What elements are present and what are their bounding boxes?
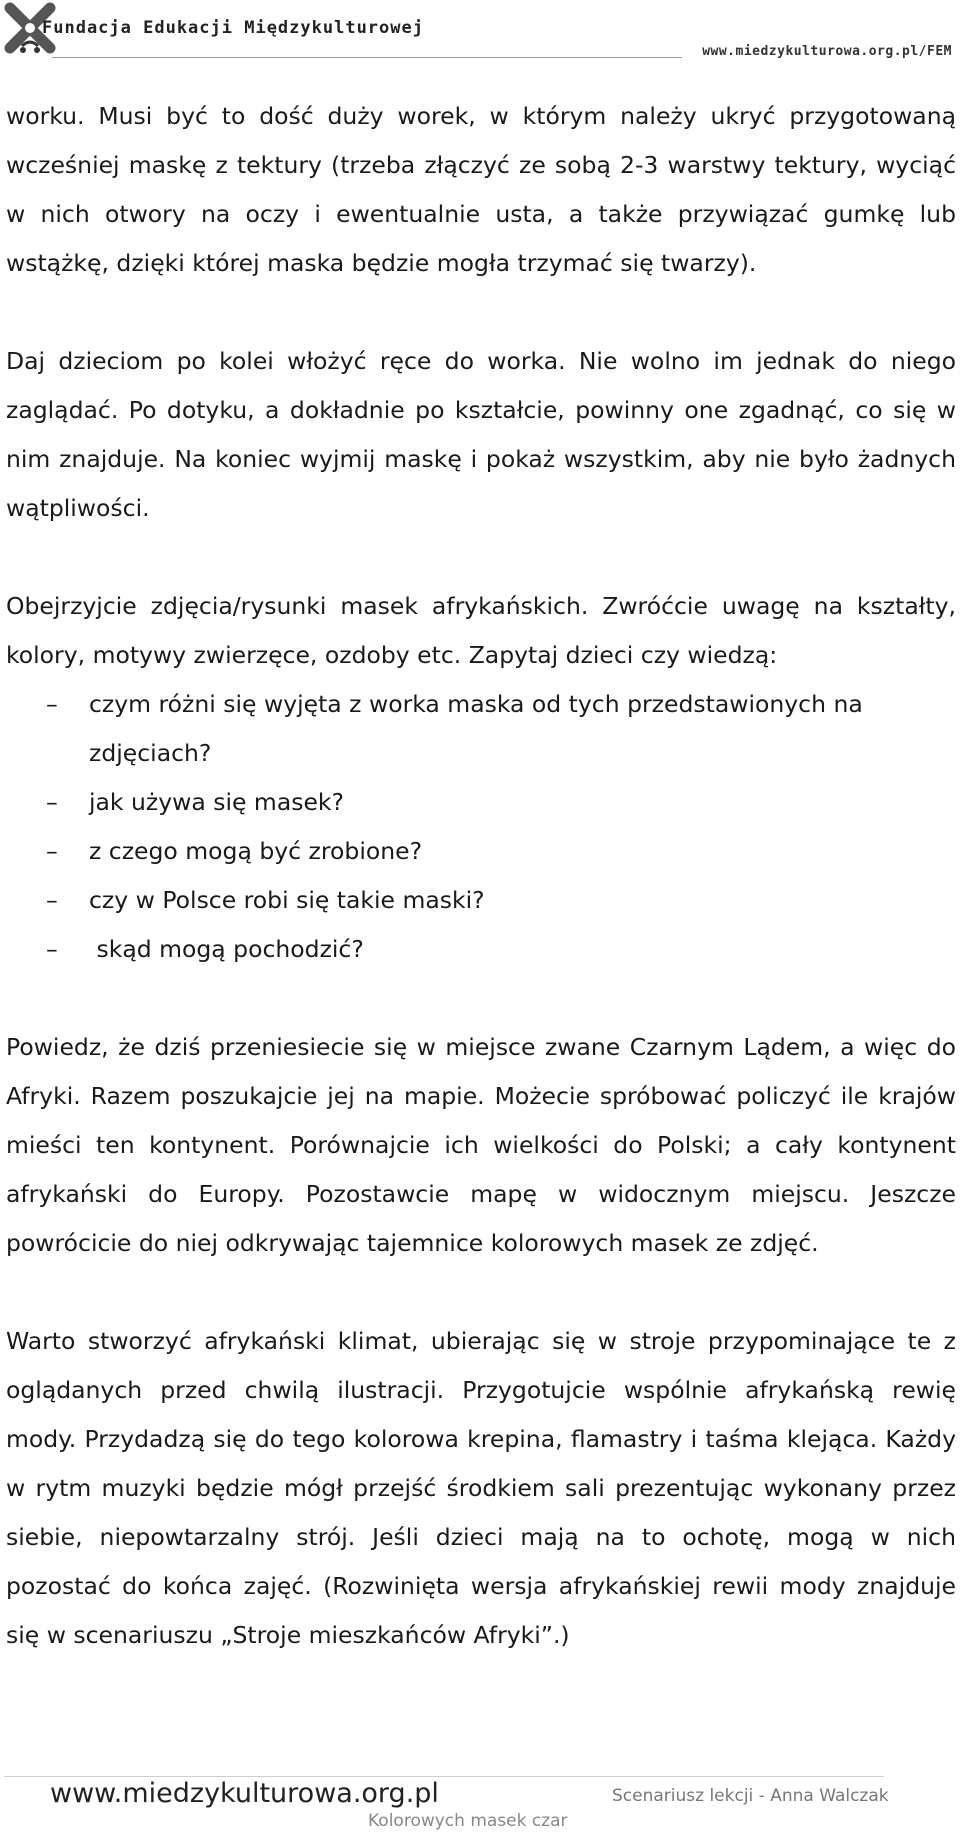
document-body (6, 92, 956, 1660)
footer-author: Scenariusz lekcji - Anna Walczak (612, 1786, 889, 1806)
list-item (6, 680, 956, 778)
list-item-text: czy w Polsce robi się takie maski? (89, 886, 485, 914)
organization-name: Fundacja Edukacji Międzykulturowej (42, 18, 424, 38)
dash-bullet: – (46, 886, 58, 914)
list-item-text: czym różni się wyjęta z worka maska od tych przedstawionych na (89, 690, 863, 718)
paragraph-look-at-masks: Obejrzyjcie zdjęcia/rysunki masek afrykańskich. Zwróćcie uwagę na kształty, kolory, motywy zwierzęce, ozdoby etc. Zapytaj dzieci czy wiedzą: (6, 592, 956, 669)
list-item (6, 876, 956, 925)
list-item-text-continued: zdjęciach? (89, 739, 212, 767)
paragraph-touch-game: Daj dzieciom po kolei włożyć ręce do worka. Nie wolno im jednak do niego zaglądać. Po dotyku, a dokładnie po kształcie, powinny one zgadnąć, co się w nim znajduje. Na koniec wyjmij maskę i pokaż wszystkim, aby nie było żadnych wątpliwości. (6, 347, 956, 522)
list-item (6, 827, 956, 876)
header-url: www.miedzykulturowa.org.pl/FEM (702, 44, 952, 59)
header-divider (52, 57, 682, 58)
paragraph-africa-map: Powiedz, że dziś przeniesiecie się w miejsce zwane Czarnym Lądem, a więc do Afryki. Razem poszukajcie jej na mapie. Możecie spróbować policzyć ile krajów mieści ten kontynent. Porównajcie ich wielkości do Polski; a cały kontynent afrykański do Europy. Pozostawcie mapę w widocznym miejscu. Jeszcze powrócicie do niej odkrywając tajemnice kolorowych masek ze zdjęć. (6, 1033, 956, 1257)
question-list (6, 680, 956, 974)
page-header (0, 0, 960, 64)
list-item (6, 925, 956, 974)
paragraph-fashion-show: Warto stworzyć afrykański klimat, ubierając się w stroje przypominające te z oglądanych przed chwilą ilustracji. Przygotujcie wspólnie afrykańską rewię mody. Przydadzą się do tego kolorowa krepina, flamastry i taśma klejąca. Każdy w rytm muzyki będzie mógł przejść środkiem sali prezentując wykonany przez siebie, niepowtarzalny strój. Jeśli dzieci mają na to ochotę, mogą w nich pozostać do końca zajęć. (Rozwinięta wersja afrykańskiej rewii mody znajduje się w scenariuszu „Stroje mieszkańców Afryki”.) (6, 1327, 956, 1649)
list-item-text: skąd mogą pochodzić? (89, 935, 364, 963)
footer-url: www.miedzykulturowa.org.pl (50, 1778, 439, 1809)
list-item-text: jak używa się masek? (89, 788, 345, 816)
paragraph-mask-bag: worku. Musi być to dość duży worek, w którym należy ukryć przygotowaną wcześniej maskę z tektury (trzeba złączyć ze sobą 2-3 warstwy tektury, wyciąć w nich otwory na oczy i ewentualnie usta, a także przywiązać gumkę lub wstążkę, dzięki której maska będzie mogła trzymać się twarzy). (6, 102, 956, 277)
dash-bullet: – (46, 788, 58, 816)
list-item (6, 778, 956, 827)
footer-divider (4, 1776, 884, 1777)
footer-title: Kolorowych masek czar (368, 1811, 568, 1831)
dash-bullet: – (46, 935, 58, 963)
list-item-text: z czego mogą być zrobione? (89, 837, 423, 865)
dash-bullet: – (46, 837, 58, 865)
dash-bullet: – (46, 690, 58, 718)
